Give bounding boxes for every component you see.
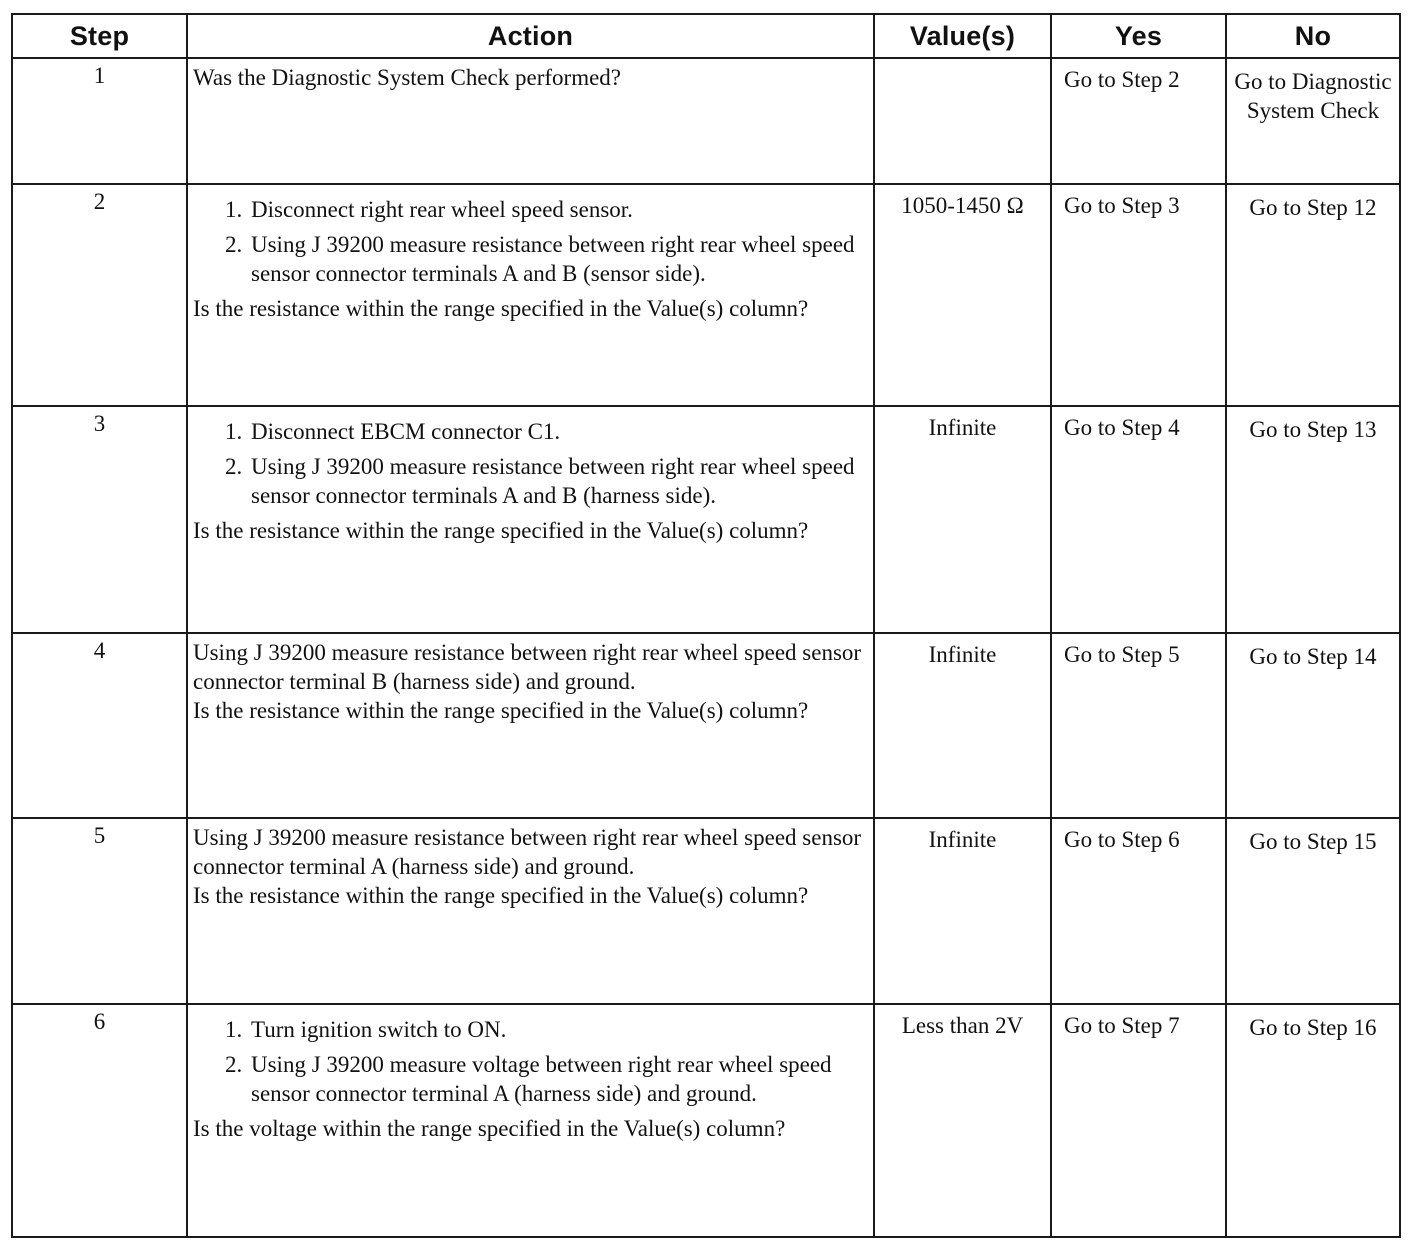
no-cell: Go to Step 13 — [1226, 406, 1400, 633]
action-steps-list — [193, 417, 867, 510]
value-cell — [874, 58, 1051, 184]
no-cell: Go to Diagnostic System Check — [1226, 58, 1400, 184]
header-row — [12, 14, 1400, 58]
action-cell — [187, 1004, 874, 1237]
step-number: 1 — [12, 58, 187, 184]
action-cell — [187, 818, 874, 1004]
action-step: 2. Using J 39200 measure resistance between right rear wheel speed sensor connector terminals A and B (sensor side). — [248, 230, 867, 288]
step-number: 6 — [12, 1004, 187, 1237]
header-step: Step — [12, 14, 187, 58]
no-cell: Go to Step 12 — [1226, 184, 1400, 406]
step-number: 3 — [12, 406, 187, 633]
header-yes: Yes — [1051, 14, 1226, 58]
no-cell: Go to Step 15 — [1226, 818, 1400, 1004]
value-cell: Less than 2V — [874, 1004, 1051, 1237]
value-cell: Infinite — [874, 406, 1051, 633]
action-question: Is the resistance within the range specified in the Value(s) column? — [193, 883, 809, 908]
step-number: 4 — [12, 633, 187, 818]
step-number: 2 — [12, 184, 187, 406]
action-text: Using J 39200 measure resistance between right rear wheel speed sensor connector terminal B (harness side) and ground. — [193, 640, 862, 694]
yes-cell: Go to Step 4 — [1051, 406, 1226, 633]
yes-cell: Go to Step 2 — [1051, 58, 1226, 184]
table-row — [12, 184, 1400, 406]
action-steps-list — [193, 195, 867, 288]
yes-cell: Go to Step 7 — [1051, 1004, 1226, 1237]
header-no: No — [1226, 14, 1400, 58]
table-row — [12, 633, 1400, 818]
table-row — [12, 406, 1400, 633]
no-cell: Go to Step 16 — [1226, 1004, 1400, 1237]
table-row — [12, 58, 1400, 184]
action-steps-list — [193, 1015, 867, 1108]
table-row — [12, 1004, 1400, 1237]
table-row — [12, 818, 1400, 1004]
yes-cell: Go to Step 3 — [1051, 184, 1226, 406]
step-number: 5 — [12, 818, 187, 1004]
yes-cell: Go to Step 5 — [1051, 633, 1226, 818]
no-cell: Go to Step 14 — [1226, 633, 1400, 818]
action-cell — [187, 184, 874, 406]
yes-cell: Go to Step 6 — [1051, 818, 1226, 1004]
action-text: Was the Diagnostic System Check performed? — [193, 65, 622, 90]
value-cell: Infinite — [874, 633, 1051, 818]
action-step: 1. Disconnect EBCM connector C1. — [248, 417, 867, 446]
action-cell — [187, 406, 874, 633]
action-question: Is the resistance within the range specified in the Value(s) column? — [193, 296, 809, 321]
action-step: 2. Using J 39200 measure voltage between right rear wheel speed sensor connector terminal A (harness side) and ground. — [248, 1050, 867, 1108]
action-step: 2. Using J 39200 measure resistance between right rear wheel speed sensor connector terminals A and B (harness side). — [248, 452, 867, 510]
action-cell — [187, 58, 874, 184]
action-step: 1. Turn ignition switch to ON. — [248, 1015, 867, 1044]
action-question: Is the resistance within the range specified in the Value(s) column? — [193, 698, 809, 723]
action-question: Is the resistance within the range specified in the Value(s) column? — [193, 518, 809, 543]
header-action: Action — [187, 14, 874, 58]
header-values: Value(s) — [874, 14, 1051, 58]
action-cell — [187, 633, 874, 818]
action-text: Using J 39200 measure resistance between right rear wheel speed sensor connector terminal A (harness side) and ground. — [193, 825, 862, 879]
value-cell: Infinite — [874, 818, 1051, 1004]
value-cell: 1050-1450 Ω — [874, 184, 1051, 406]
diagnostic-table — [11, 13, 1401, 1238]
action-question: Is the voltage within the range specified in the Value(s) column? — [193, 1116, 786, 1141]
action-step: 1. Disconnect right rear wheel speed sensor. — [248, 195, 867, 224]
